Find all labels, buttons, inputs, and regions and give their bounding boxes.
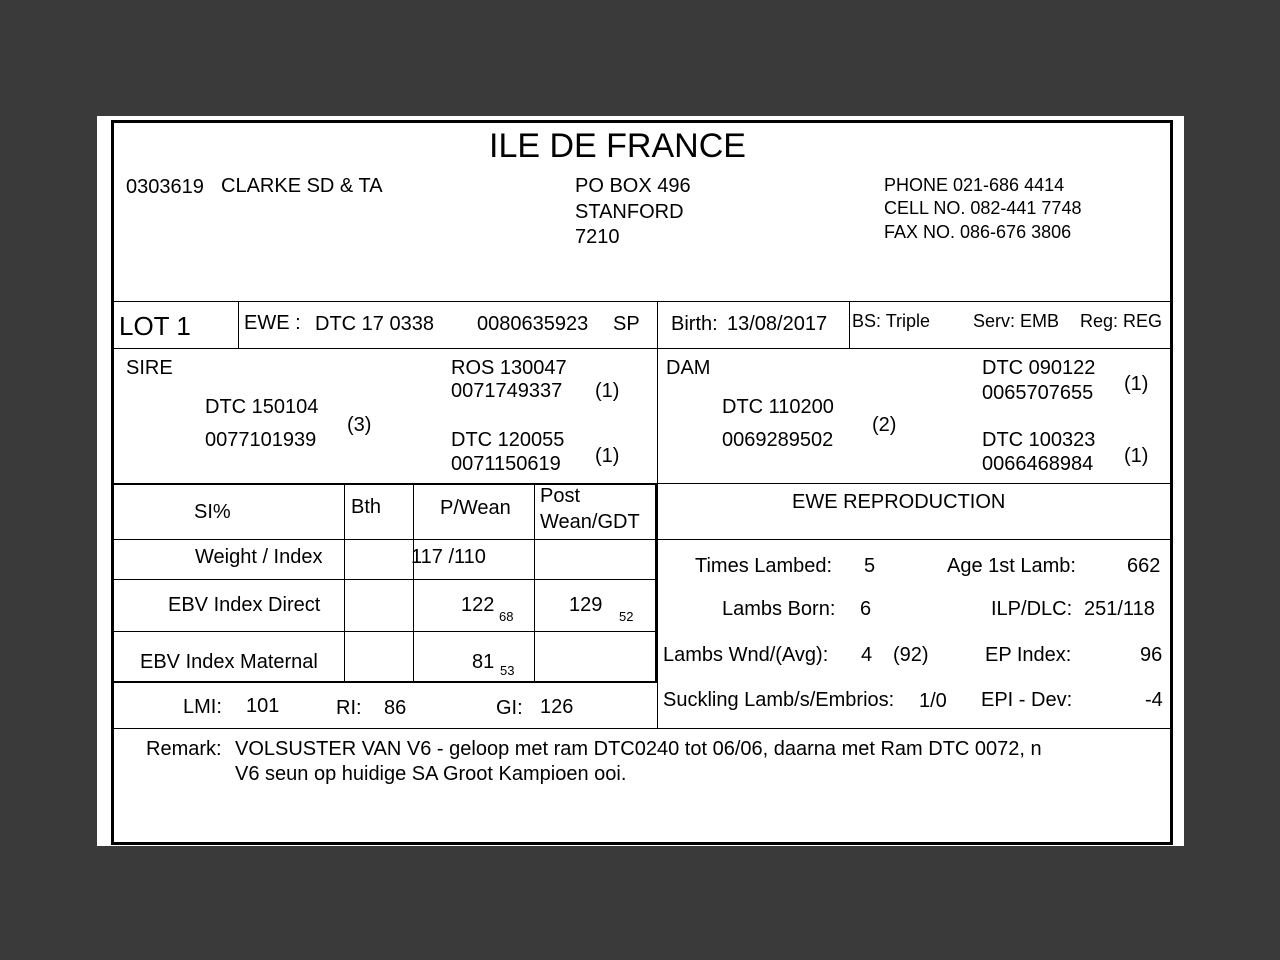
dam-dam-number: 0066468984 [982, 453, 1094, 475]
ebv-maternal-pwean: 81 [472, 651, 495, 673]
dam-id: DTC 110200 [722, 396, 834, 418]
epi-dev-value: -4 [1145, 689, 1163, 711]
sire-count: (3) [347, 414, 372, 436]
dam-sire-id: DTC 090122 [982, 357, 1096, 379]
ep-index-value: 96 [1140, 644, 1163, 666]
address-line-1: PO BOX 496 [575, 175, 691, 197]
ebv-direct-post-accuracy: 52 [619, 609, 634, 624]
ewe-code: SP [613, 313, 640, 335]
epi-dev-label: EPI - Dev: [981, 689, 1073, 711]
age-first-lamb-label: Age 1st Lamb: [947, 555, 1076, 577]
divider [658, 483, 1173, 484]
registration: Reg: REG [1080, 311, 1163, 331]
times-lambed-value: 5 [864, 555, 876, 577]
repro-title: EWE REPRODUCTION [792, 491, 1006, 513]
breed-title: ILE DE FRANCE [489, 127, 746, 165]
birth-label: Birth: [671, 313, 718, 335]
dam-label: DAM [666, 357, 711, 379]
divider [657, 301, 658, 729]
pwean-header: P/Wean [440, 497, 511, 519]
lambs-born-label: Lambs Born: [722, 598, 836, 620]
remark-line-1: VOLSUSTER VAN V6 - geloop met ram DTC0240 tot 06/06, daarna met Ram DTC 0072, n [235, 738, 1042, 760]
lambs-born-value: 6 [860, 598, 872, 620]
si-header: SI% [194, 501, 231, 523]
ri-value: 86 [384, 697, 407, 719]
cell: CELL NO. 082-441 7748 [884, 198, 1082, 218]
border-left [111, 120, 114, 844]
dam-sire-count: (1) [1124, 373, 1149, 395]
ebv-direct-label: EBV Index Direct [168, 594, 321, 616]
border-top [111, 120, 1173, 123]
service-type: Serv: EMB [973, 311, 1060, 331]
sire-dam-number: 0071150619 [451, 453, 561, 475]
dam-dam-id: DTC 100323 [982, 429, 1096, 451]
dam-number: 0069289502 [722, 429, 834, 451]
post-header-2: Wean/GDT [540, 511, 640, 533]
sire-sire-count: (1) [595, 380, 620, 402]
divider [413, 485, 414, 681]
sire-sire-number: 0071749337 [451, 380, 563, 402]
sire-dam-id: DTC 120055 [451, 429, 565, 451]
divider [344, 485, 345, 681]
lot-label: LOT 1 [119, 311, 191, 341]
ebv-maternal-label: EBV Index Maternal [140, 651, 318, 673]
lambs-weaned-label: Lambs Wnd/(Avg): [663, 644, 829, 666]
age-first-lamb-value: 662 [1127, 555, 1161, 577]
ewe-number: 0080635923 [477, 313, 589, 335]
lmi-value: 101 [246, 695, 280, 717]
divider [113, 348, 1173, 349]
sire-label: SIRE [126, 357, 173, 379]
ri-label: RI: [336, 697, 362, 719]
phone: PHONE 021-686 4414 [884, 175, 1065, 195]
owner-code: 0303619 [126, 176, 204, 198]
remark-line-2: V6 seun op huidige SA Groot Kampioen ooi. [235, 763, 627, 785]
suckling-label: Suckling Lamb/s/Embrios: [663, 689, 895, 711]
border-right [1170, 120, 1173, 844]
fax: FAX NO. 086-676 3806 [884, 222, 1072, 242]
ebv-maternal-pwean-accuracy: 53 [500, 663, 515, 678]
sire-dam-count: (1) [595, 445, 620, 467]
dam-count: (2) [872, 414, 897, 436]
dam-sire-number: 0065707655 [982, 382, 1094, 404]
birth-date: 13/08/2017 [727, 313, 828, 335]
ebv-direct-pwean: 122 [461, 594, 495, 616]
divider [113, 681, 658, 683]
divider [113, 579, 658, 580]
ewe-id: DTC 17 0338 [315, 313, 434, 335]
ewe-label: EWE : [244, 312, 301, 334]
lmi-label: LMI: [183, 696, 222, 718]
divider [655, 485, 657, 683]
divider [113, 728, 1173, 729]
border-bottom [111, 842, 1173, 845]
remark-label: Remark: [146, 738, 222, 760]
bth-header: Bth [351, 496, 382, 518]
owner-name: CLARKE SD & TA [221, 175, 383, 197]
suckling-value: 1/0 [919, 690, 947, 712]
divider [238, 301, 239, 348]
ep-index-label: EP Index: [985, 644, 1072, 666]
post-header-1: Post [540, 485, 581, 507]
divider [849, 301, 850, 348]
ilp-dlc-label: ILP/DLC: [991, 598, 1073, 620]
lambs-weaned-value: 4 [861, 644, 873, 666]
gi-value: 126 [540, 696, 574, 718]
weight-index-pwean: 117 /110 [411, 546, 486, 568]
ilp-dlc-value: 251/118 [1084, 598, 1155, 620]
sire-sire-id: ROS 130047 [451, 357, 567, 379]
divider [113, 539, 1173, 540]
ebv-direct-post: 129 [569, 594, 603, 616]
lambs-weaned-avg: (92) [893, 644, 929, 666]
address-line-3: 7210 [575, 226, 620, 248]
times-lambed-label: Times Lambed: [695, 555, 833, 577]
divider [534, 485, 535, 681]
ebv-direct-pwean-accuracy: 68 [499, 609, 514, 624]
divider [113, 631, 658, 632]
dam-dam-count: (1) [1124, 445, 1149, 467]
sire-id: DTC 150104 [205, 396, 319, 418]
sire-number: 0077101939 [205, 429, 317, 451]
divider [113, 301, 1173, 302]
address-line-2: STANFORD [575, 201, 684, 223]
birth-status: BS: Triple [852, 311, 931, 331]
weight-index-label: Weight / Index [195, 546, 323, 568]
gi-label: GI: [496, 697, 523, 719]
